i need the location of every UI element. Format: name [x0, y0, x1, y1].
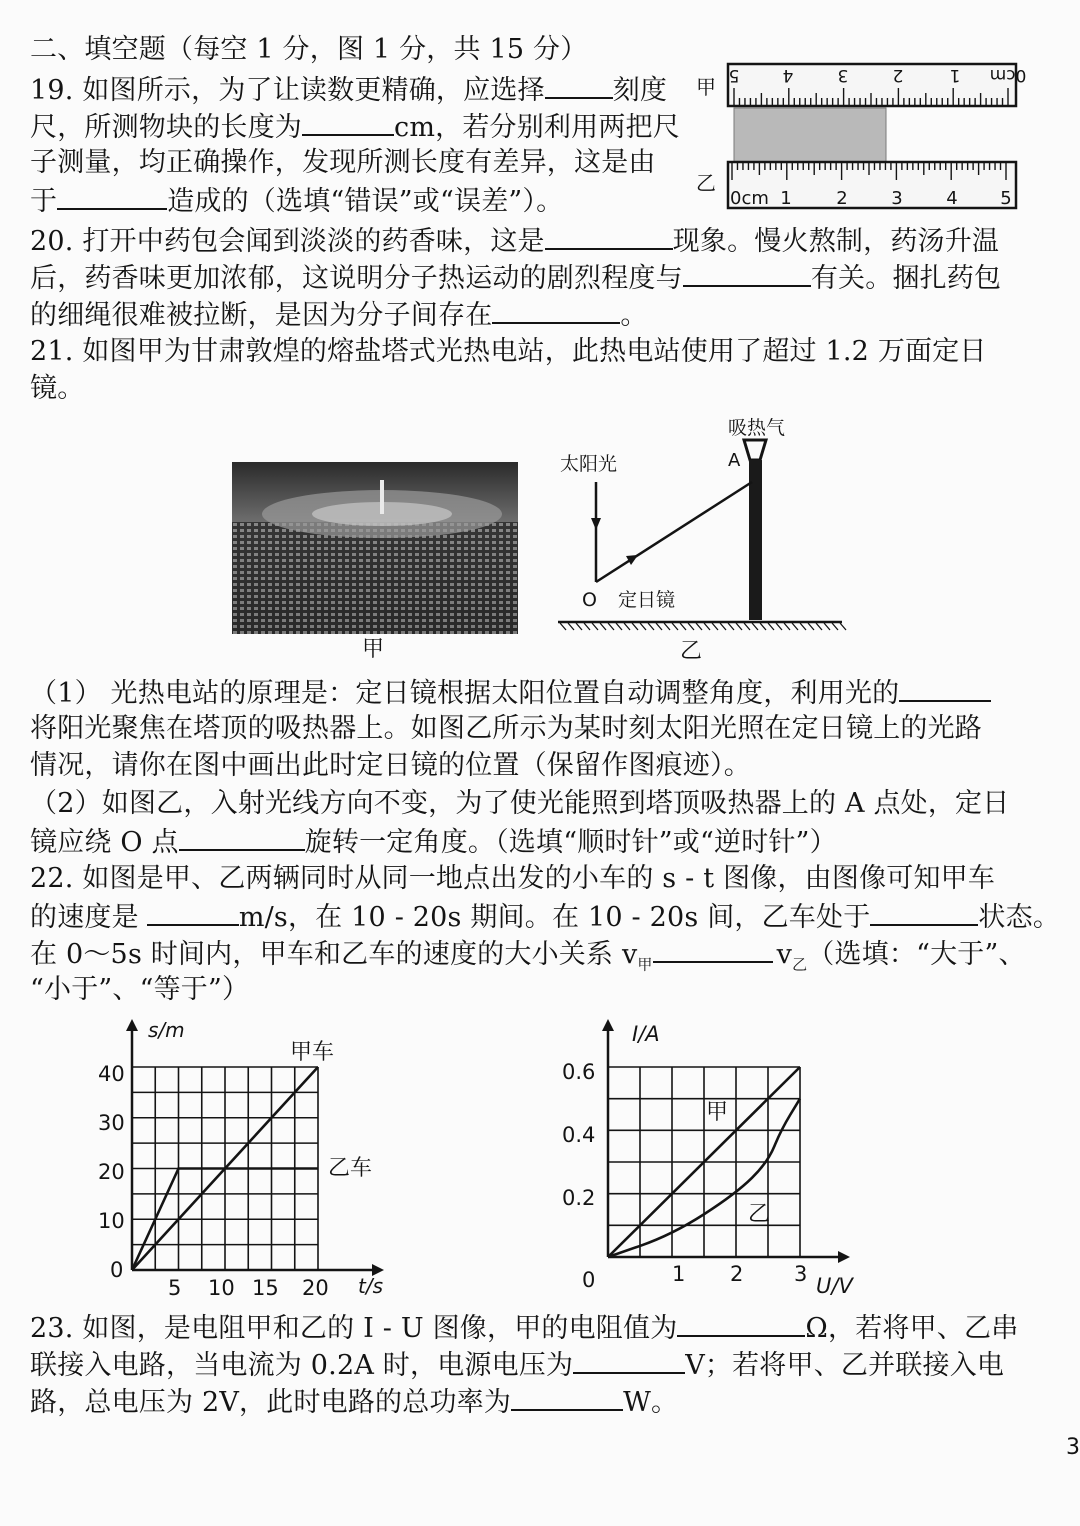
y-axis-label: s/m	[148, 1018, 185, 1042]
q23-text: W。	[623, 1387, 679, 1418]
q23-line3	[30, 1383, 678, 1421]
q19-text: 于	[30, 186, 58, 217]
x-tick: 10	[208, 1276, 235, 1300]
answer-blank[interactable]	[179, 823, 305, 851]
ground-hatch	[776, 623, 782, 630]
mirror-label: 定日镜	[618, 589, 676, 611]
ground-hatch	[688, 623, 694, 630]
answer-blank[interactable]	[899, 674, 991, 702]
ground-hatch	[800, 623, 806, 630]
top-ruler-number: 1	[949, 65, 961, 85]
q23-line2	[30, 1346, 1004, 1384]
q22-text: 的速度是	[30, 902, 139, 933]
q21-part2-line2	[30, 823, 837, 861]
ground-hatch	[616, 623, 622, 630]
ground-hatch	[696, 623, 702, 630]
q20-text: 。	[620, 300, 648, 331]
q20-text: 的细绳很难被拉断，是因为分子间存在	[30, 300, 493, 331]
q20-text: 后，药香味更加浓郁，这说明分子热运动的剧烈程度与	[30, 263, 683, 294]
section-title: 二、填空题（每空 1 分，图 1 分，共 15 分）	[30, 34, 588, 65]
ground-hatch	[680, 623, 686, 630]
series-label-jia: 甲车	[290, 1040, 335, 1065]
q21-part1-line3: 情况，请你在图中画出此时定日镜的位置（保留作图痕迹）。	[30, 750, 751, 781]
series-label-yi: 乙车	[328, 1156, 373, 1181]
q22-line4: “小于”、“等于”）	[30, 974, 250, 1005]
ground-hatch	[672, 623, 678, 630]
st-chart	[90, 1015, 400, 1305]
top-ruler-number: 2	[892, 65, 904, 85]
answer-blank[interactable]	[147, 898, 239, 926]
y-tick: 0.4	[562, 1123, 596, 1147]
q22-text: 状态。	[978, 902, 1061, 933]
ground-hatch	[728, 623, 734, 630]
q23-text: 联接入电路，当电流为 0.2A 时，电源电压为	[30, 1350, 574, 1381]
x-axis-label: U/V	[816, 1274, 853, 1298]
ground-hatch	[656, 623, 662, 630]
sunlight-label: 太阳光	[560, 453, 618, 475]
ground-hatch	[568, 623, 574, 630]
reflected-ray	[596, 482, 752, 582]
absorber-shape	[744, 440, 766, 460]
q19-text: 造成的（选填“错误”或“误差”）。	[167, 186, 564, 217]
ground-hatch	[792, 623, 798, 630]
solar-plant-photo	[232, 462, 518, 662]
ground-hatch	[608, 623, 614, 630]
x-tick: 20	[302, 1276, 329, 1300]
arrow-icon	[626, 555, 638, 565]
answer-blank[interactable]	[511, 1383, 623, 1411]
q22-text: m/s，在 10 - 20s 期间。在 10 - 20s 间，乙车处于	[238, 902, 871, 933]
ground-hatch	[624, 623, 630, 630]
ruler-label-bottom: 乙	[696, 171, 716, 195]
origin-label: 0	[110, 1258, 124, 1282]
q22-text: （选填：“大于”、	[807, 939, 1026, 970]
ground-hatch	[760, 623, 766, 630]
light-path-diagram	[550, 410, 850, 664]
y-tick: 40	[98, 1062, 125, 1086]
ground-hatch	[784, 623, 790, 630]
answer-blank[interactable]	[492, 296, 620, 324]
ruler-label-top: 甲	[696, 75, 716, 99]
point-o-label: O	[582, 589, 597, 611]
y-axis-label: I/A	[632, 1022, 660, 1046]
q22-line2	[30, 898, 1060, 936]
bottom-ruler-number: 4	[946, 188, 958, 209]
ground-hatch	[824, 623, 830, 630]
ground-hatch	[584, 623, 590, 630]
q20-line2	[30, 259, 1001, 297]
x-tick: 15	[252, 1276, 279, 1300]
photo-label: 甲	[362, 637, 385, 662]
x-tick: 1	[672, 1262, 686, 1286]
x-axis-label: t/s	[358, 1274, 383, 1298]
subscript: 乙	[792, 955, 808, 974]
q21-line2: 镜。	[30, 373, 85, 404]
y-tick: 20	[98, 1160, 125, 1184]
q23-text: Ω，若将甲、乙串	[805, 1313, 1019, 1344]
arrow-icon	[591, 518, 601, 530]
absorber-label: 吸热气	[728, 417, 786, 439]
ground-hatch	[648, 623, 654, 630]
measured-block	[734, 108, 886, 162]
bottom-ruler-number: 2	[836, 188, 848, 209]
bottom-ruler-number: 5	[1000, 188, 1012, 209]
q19-text: 尺，所测物块的长度为	[30, 112, 302, 143]
ground-hatch	[576, 623, 582, 630]
top-ruler-number: 3	[837, 65, 849, 85]
ground-hatch	[600, 623, 606, 630]
series-label-yi: 乙	[748, 1202, 771, 1227]
answer-blank[interactable]	[302, 108, 394, 136]
ground-hatch	[816, 623, 822, 630]
ground-hatch	[840, 623, 846, 630]
q19-text: 刻度	[612, 75, 668, 106]
ground-hatch	[736, 623, 742, 630]
answer-blank[interactable]	[545, 222, 673, 250]
axis-arrow-icon	[126, 1019, 138, 1031]
top-ruler-number: 4	[782, 65, 794, 85]
q19-text: 19. 如图所示，为了让读数更精确，应选择	[30, 75, 545, 106]
ground-hatch	[712, 623, 718, 630]
y-tick: 0.2	[562, 1186, 596, 1210]
y-tick: 30	[98, 1111, 125, 1135]
y-tick: 0.6	[562, 1060, 596, 1084]
q20-line3	[30, 296, 648, 334]
bottom-ruler-number: 1	[780, 188, 792, 209]
answer-blank[interactable]	[683, 259, 811, 287]
ground-hatch	[752, 623, 758, 630]
bottom-ruler-number: 3	[891, 188, 903, 209]
ground-hatch	[640, 623, 646, 630]
q22-text: 在 0～5s 时间内，甲车和乙车的速度的大小关系 v	[30, 939, 638, 970]
ground-hatch	[704, 623, 710, 630]
page-number: 3	[1066, 1435, 1080, 1460]
point-a-label: A	[728, 450, 741, 471]
y-tick: 10	[98, 1209, 125, 1233]
ground-hatch	[560, 623, 566, 630]
origin-label: 0	[582, 1268, 596, 1292]
ground-hatch	[592, 623, 598, 630]
q23-text: 路，总电压为 2V，此时电路的总功率为	[30, 1387, 512, 1418]
x-tick: 5	[168, 1276, 182, 1300]
top-ruler-number: 5	[728, 65, 740, 85]
q21-line1: 21. 如图甲为甘肃敦煌的熔盐塔式光热电站，此热电站使用了超过 1.2 万面定日	[30, 336, 987, 367]
q20-text: 有关。捆扎药包	[810, 263, 1002, 294]
q20-text: 20. 打开中药包会闻到淡淡的药香味，这是	[30, 226, 545, 257]
ground-hatch	[720, 623, 726, 630]
bottom-ruler-number: 0cm	[730, 188, 769, 209]
q19-line2	[30, 108, 680, 146]
q19-line1	[30, 71, 667, 109]
answer-blank[interactable]	[677, 1309, 805, 1337]
q21-text: 镜应绕 O 点	[30, 827, 179, 858]
q22-line1: 22. 如图是甲、乙两辆同时从同一地点出发的小车的 s - t 图像，由图像可知甲车	[30, 863, 996, 894]
ruler-figure	[690, 58, 1025, 218]
series-label-jia: 甲	[706, 1100, 729, 1125]
ground-hatch	[768, 623, 774, 630]
q20-line1	[30, 222, 999, 260]
q21-part1-line2: 将阳光聚焦在塔顶的吸热器上。如图乙所示为某时刻太阳光照在定日镜上的光路	[30, 713, 982, 744]
x-tick: 3	[794, 1262, 808, 1286]
answer-blank[interactable]	[870, 898, 978, 926]
ground-hatch	[832, 623, 838, 630]
q21-text: 旋转一定角度。（选填“顺时针”或“逆时针”）	[304, 827, 837, 858]
ground-hatch	[664, 623, 670, 630]
ground-hatch	[744, 623, 750, 630]
axis-arrow-icon	[602, 1019, 614, 1031]
ground-hatch	[632, 623, 638, 630]
q19-line4	[30, 182, 563, 220]
q20-text: 现象。慢火熬制，药汤升温	[672, 226, 1000, 257]
q19-line3: 子测量，均正确操作，发现所测长度有差异，这是由	[30, 147, 656, 178]
q21-part2-line1: （2）如图乙，入射光线方向不变，为了使光能照到塔顶吸热器上的 A 点处，定日	[30, 788, 1010, 819]
top-ruler	[728, 64, 1016, 106]
diagram-label: 乙	[680, 639, 703, 664]
q22-text: v	[776, 939, 793, 970]
axis-arrow-icon	[838, 1251, 850, 1263]
iu-chart	[560, 1015, 880, 1305]
q23-line1	[30, 1309, 1018, 1347]
q19-text: cm，若分别利用两把尺	[394, 112, 680, 143]
subscript: 甲	[637, 955, 653, 974]
answer-blank[interactable]	[57, 182, 167, 210]
q21-text: （1） 光热电站的原理是：定日镜根据太阳位置自动调整角度，利用光的	[30, 678, 900, 709]
top-ruler-number: 0cm	[989, 65, 1027, 85]
answer-blank[interactable]	[653, 935, 773, 963]
ground-hatch	[808, 623, 814, 630]
q23-text: V；若将甲、乙并联接入电	[685, 1350, 1005, 1381]
answer-blank[interactable]	[573, 1346, 685, 1374]
answer-blank[interactable]	[545, 71, 613, 99]
q23-text: 23. 如图，是电阻甲和乙的 I - U 图像，甲的电阻值为	[30, 1313, 678, 1344]
x-tick: 2	[730, 1262, 744, 1286]
q21-part1-line1	[30, 674, 991, 712]
